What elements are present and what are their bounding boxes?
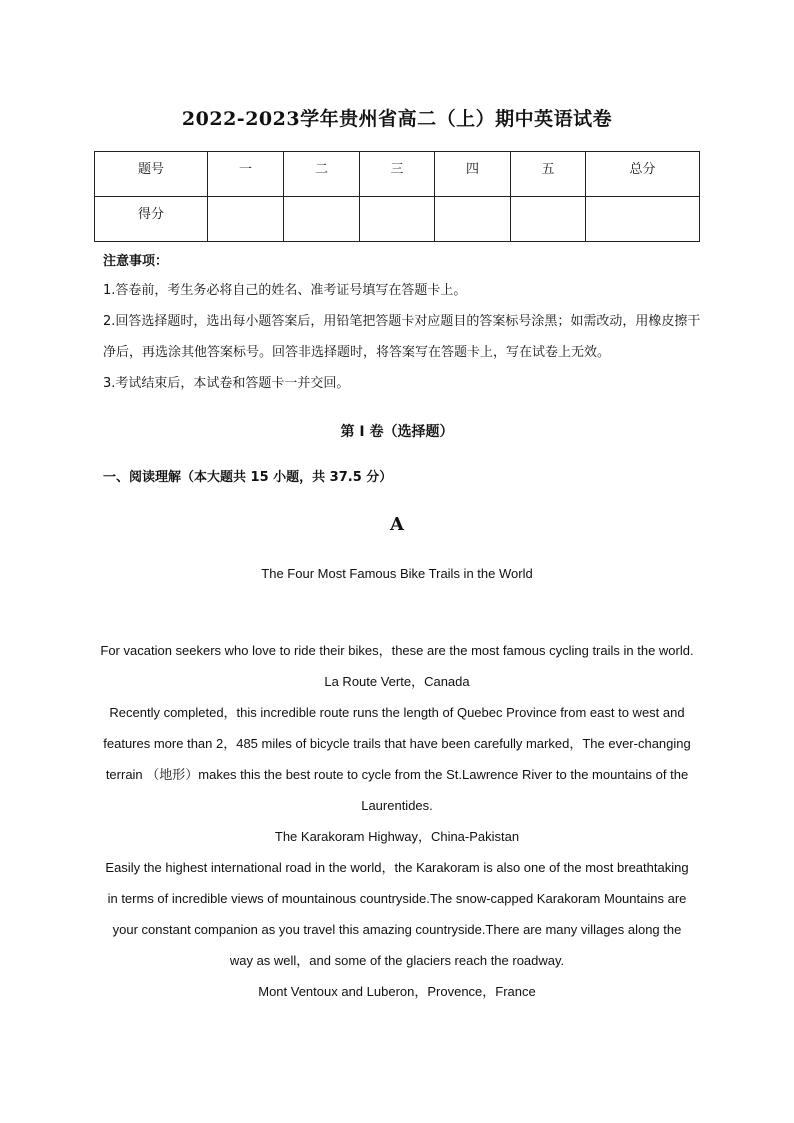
notes-heading: 注意事项： [103,254,169,269]
score-table-score-row [95,197,700,242]
note-item-2: 2.回答选择题时，选出每小题答案后，用铅笔把答题卡对应题目的答案标号涂黑；如需改动，用橡皮擦干净后，再选涂其他答案标号。回答非选择题时，将答案写在答题卡上，写在试卷上无效。 [103,314,701,360]
header-cell: 五 [511,152,586,197]
passage-body [100,635,694,1007]
header-cell: 二 [284,152,360,197]
note-item-1: 1.答卷前，考生务必将自己的姓名、准考证号填写在答题卡上。 [103,283,467,298]
trail-heading: The Karakoram Highway，China-Pakistan [274,829,520,844]
score-cell [284,197,360,242]
trail-description: Easily the highest international road in the world，the Karakoram is also one of the most breathtaking in terms of incredible views of mountainous countryside.The snow-capped Karakoram Mountains are your constant companion as you travel this amazing countryside.There are many villages along the way as well，and some of the glaciers reach the roadway. [105,860,689,968]
trail-description: Recently completed，this incredible route runs the length of Quebec Province from east to west and features more than 2，485 miles of bicycle trails that have been carefully marked，The ever-changing terrain （地形）makes this the best route to cycle from the St.Lawrence River to the mountains of the Laurentides. [103,705,691,813]
section-heading: 一、阅读理解（本大题共 15 小题，共 37.5 分） [103,470,393,485]
score-cell [511,197,586,242]
header-cell: 总分 [586,152,700,197]
header-cell: 四 [435,152,511,197]
row-label-cell: 得分 [95,197,208,242]
header-cell: 题号 [95,152,208,197]
note-item-3: 3.考试结束后，本试卷和答题卡一并交回。 [103,376,350,391]
score-cell [360,197,435,242]
exam-title: 2022-2023学年贵州省高二（上）期中英语试卷 [181,108,613,130]
header-cell: 一 [208,152,284,197]
score-cell [435,197,511,242]
score-table-header-row [95,152,700,197]
passage-letter: A [390,514,404,535]
header-cell: 三 [360,152,435,197]
trail-heading: Mont Ventoux and Luberon，Provence，France [258,984,536,999]
score-cell [208,197,284,242]
score-table [94,151,700,242]
passage-title: The Four Most Famous Bike Trails in the World [261,566,533,581]
trail-heading: La Route Verte，Canada [324,674,470,689]
passage-intro: For vacation seekers who love to ride their bikes，these are the most famous cycling trails in the world. [100,643,694,658]
part-title: 第 I 卷（选择题） [340,424,454,440]
score-cell [586,197,700,242]
